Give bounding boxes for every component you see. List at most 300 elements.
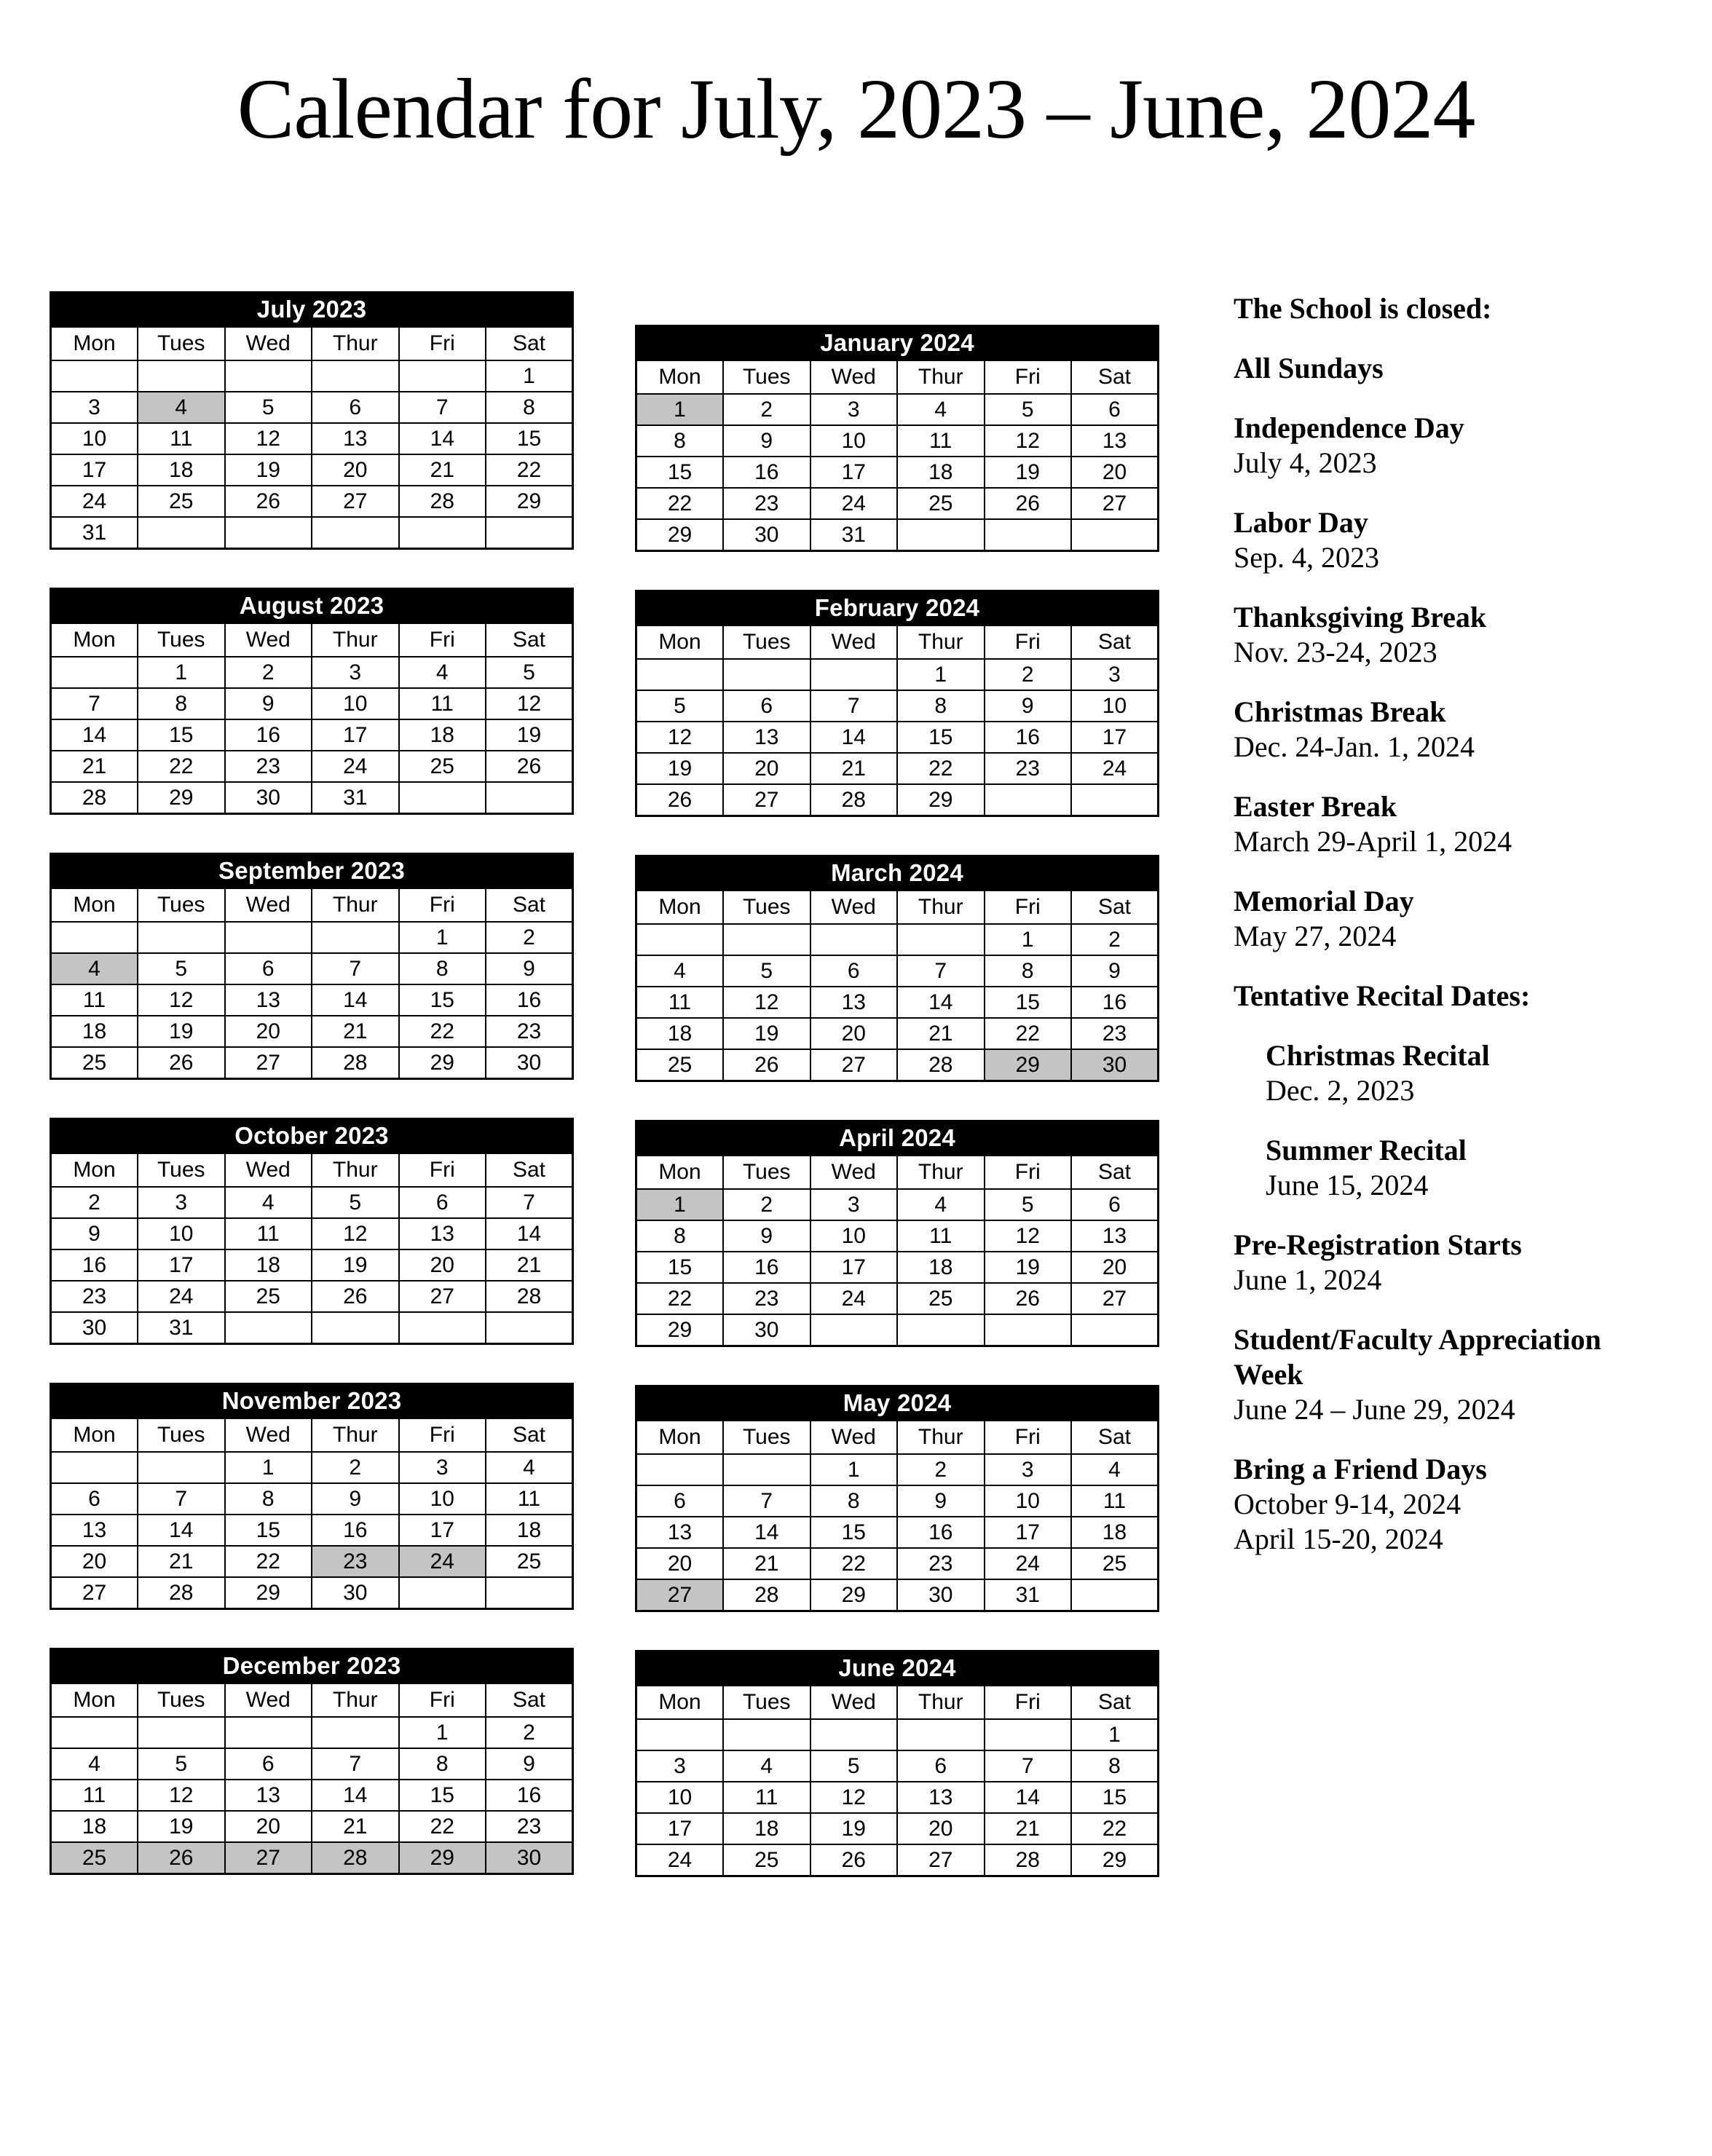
day-cell[interactable]: 10 (312, 688, 399, 719)
day-cell[interactable]: 27 (225, 1047, 312, 1079)
day-cell[interactable]: 7 (810, 690, 898, 722)
day-cell[interactable]: 17 (312, 719, 399, 751)
day-cell[interactable]: 19 (985, 457, 1072, 488)
day-cell[interactable]: 5 (138, 1748, 225, 1780)
day-cell[interactable]: 22 (486, 454, 573, 486)
day-cell[interactable]: 26 (636, 784, 724, 816)
day-cell[interactable]: 4 (486, 1452, 573, 1483)
day-cell[interactable]: 18 (51, 1016, 138, 1047)
day-cell[interactable]: 22 (810, 1548, 898, 1579)
day-cell[interactable]: 17 (1071, 722, 1159, 753)
day-cell[interactable]: 26 (312, 1281, 399, 1312)
day-cell[interactable]: 10 (1071, 690, 1159, 722)
day-cell[interactable]: 13 (51, 1515, 138, 1546)
day-cell[interactable]: 22 (399, 1811, 486, 1842)
day-cell[interactable]: 18 (225, 1249, 312, 1281)
day-cell[interactable]: 7 (312, 953, 399, 984)
day-cell[interactable]: 16 (897, 1517, 985, 1548)
day-cell[interactable]: 25 (138, 486, 225, 517)
day-cell[interactable]: 6 (1071, 1189, 1159, 1220)
day-cell[interactable]: 18 (51, 1811, 138, 1842)
day-cell[interactable]: 28 (897, 1049, 985, 1081)
day-cell[interactable]: 9 (897, 1485, 985, 1517)
day-cell[interactable]: 21 (985, 1813, 1072, 1844)
day-cell[interactable]: 8 (897, 690, 985, 722)
day-cell[interactable]: 21 (51, 751, 138, 782)
day-cell[interactable]: 25 (897, 488, 985, 519)
day-cell[interactable]: 6 (897, 1750, 985, 1782)
day-cell[interactable]: 29 (138, 782, 225, 814)
day-cell[interactable]: 9 (985, 690, 1072, 722)
day-cell[interactable]: 17 (399, 1515, 486, 1546)
day-cell[interactable]: 2 (51, 1187, 138, 1218)
day-cell[interactable]: 3 (138, 1187, 225, 1218)
day-cell[interactable]: 30 (723, 1314, 810, 1346)
day-cell[interactable]: 16 (723, 457, 810, 488)
day-cell[interactable]: 28 (810, 784, 898, 816)
day-cell[interactable]: 24 (985, 1548, 1072, 1579)
day-cell[interactable]: 23 (985, 753, 1072, 784)
day-cell[interactable]: 8 (486, 392, 573, 423)
day-cell[interactable]: 18 (486, 1515, 573, 1546)
day-cell[interactable]: 7 (486, 1187, 573, 1218)
day-cell[interactable]: 13 (225, 984, 312, 1016)
day-cell[interactable]: 2 (486, 922, 573, 953)
day-cell[interactable]: 5 (486, 657, 573, 688)
day-cell[interactable]: 1 (1071, 1719, 1159, 1750)
day-cell[interactable]: 4 (51, 1748, 138, 1780)
day-cell[interactable]: 1 (225, 1452, 312, 1483)
day-cell[interactable]: 15 (399, 1780, 486, 1811)
day-cell[interactable]: 15 (138, 719, 225, 751)
day-cell[interactable]: 15 (1071, 1782, 1159, 1813)
day-cell[interactable]: 8 (225, 1483, 312, 1515)
day-cell[interactable]: 8 (636, 1220, 724, 1252)
day-cell[interactable]: 8 (810, 1485, 898, 1517)
day-cell[interactable]: 1 (399, 922, 486, 953)
day-cell[interactable]: 23 (723, 1283, 810, 1314)
day-cell[interactable]: 5 (225, 392, 312, 423)
day-cell[interactable]: 10 (810, 1220, 898, 1252)
day-cell[interactable]: 24 (51, 486, 138, 517)
day-cell[interactable]: 17 (636, 1813, 724, 1844)
day-cell[interactable]: 22 (636, 1283, 724, 1314)
day-cell[interactable]: 4 (897, 394, 985, 425)
day-cell[interactable]: 26 (810, 1844, 898, 1876)
day-cell[interactable]: 21 (810, 753, 898, 784)
day-cell[interactable]: 20 (810, 1018, 898, 1049)
day-cell[interactable]: 18 (1071, 1517, 1159, 1548)
day-cell[interactable]: 20 (1071, 457, 1159, 488)
day-cell[interactable]: 19 (225, 454, 312, 486)
day-cell[interactable]: 22 (897, 753, 985, 784)
day-cell[interactable]: 15 (225, 1515, 312, 1546)
day-cell[interactable]: 24 (399, 1546, 486, 1577)
day-cell[interactable]: 20 (723, 753, 810, 784)
day-cell[interactable]: 29 (486, 486, 573, 517)
day-cell[interactable]: 6 (399, 1187, 486, 1218)
day-cell[interactable]: 3 (312, 657, 399, 688)
day-cell[interactable]: 20 (399, 1249, 486, 1281)
day-cell[interactable]: 15 (636, 1252, 724, 1283)
day-cell[interactable]: 24 (636, 1844, 724, 1876)
day-cell[interactable]: 7 (312, 1748, 399, 1780)
day-cell[interactable]: 27 (723, 784, 810, 816)
day-cell[interactable]: 14 (723, 1517, 810, 1548)
day-cell[interactable]: 20 (312, 454, 399, 486)
day-cell[interactable]: 9 (1071, 955, 1159, 987)
day-cell[interactable]: 24 (1071, 753, 1159, 784)
day-cell[interactable]: 21 (399, 454, 486, 486)
day-cell[interactable]: 11 (399, 688, 486, 719)
day-cell[interactable]: 17 (51, 454, 138, 486)
day-cell[interactable]: 16 (723, 1252, 810, 1283)
day-cell[interactable]: 20 (897, 1813, 985, 1844)
day-cell[interactable]: 22 (985, 1018, 1072, 1049)
day-cell[interactable]: 10 (810, 425, 898, 457)
day-cell[interactable]: 28 (486, 1281, 573, 1312)
day-cell[interactable]: 11 (51, 984, 138, 1016)
day-cell[interactable]: 1 (138, 657, 225, 688)
day-cell[interactable]: 1 (985, 924, 1072, 955)
day-cell[interactable]: 25 (399, 751, 486, 782)
day-cell[interactable]: 28 (312, 1842, 399, 1874)
day-cell[interactable]: 8 (1071, 1750, 1159, 1782)
day-cell[interactable]: 22 (225, 1546, 312, 1577)
day-cell[interactable]: 17 (138, 1249, 225, 1281)
day-cell[interactable]: 5 (138, 953, 225, 984)
day-cell[interactable]: 14 (138, 1515, 225, 1546)
day-cell[interactable]: 5 (985, 394, 1072, 425)
day-cell[interactable]: 12 (138, 1780, 225, 1811)
day-cell[interactable]: 2 (225, 657, 312, 688)
day-cell[interactable]: 24 (312, 751, 399, 782)
day-cell[interactable]: 15 (486, 423, 573, 454)
day-cell[interactable]: 19 (985, 1252, 1072, 1283)
day-cell[interactable]: 27 (897, 1844, 985, 1876)
day-cell[interactable]: 25 (51, 1842, 138, 1874)
day-cell[interactable]: 12 (138, 984, 225, 1016)
day-cell[interactable]: 13 (312, 423, 399, 454)
day-cell[interactable]: 11 (486, 1483, 573, 1515)
day-cell[interactable]: 4 (1071, 1454, 1159, 1485)
day-cell[interactable]: 14 (312, 984, 399, 1016)
day-cell[interactable]: 7 (138, 1483, 225, 1515)
day-cell[interactable]: 23 (486, 1811, 573, 1842)
day-cell[interactable]: 13 (810, 987, 898, 1018)
day-cell[interactable]: 21 (486, 1249, 573, 1281)
day-cell[interactable]: 19 (138, 1811, 225, 1842)
day-cell[interactable]: 4 (897, 1189, 985, 1220)
day-cell[interactable]: 6 (312, 392, 399, 423)
day-cell[interactable]: 1 (486, 360, 573, 392)
day-cell[interactable]: 8 (138, 688, 225, 719)
day-cell[interactable]: 13 (225, 1780, 312, 1811)
day-cell[interactable]: 11 (51, 1780, 138, 1811)
day-cell[interactable]: 20 (225, 1016, 312, 1047)
day-cell[interactable]: 8 (985, 955, 1072, 987)
day-cell[interactable]: 13 (636, 1517, 724, 1548)
day-cell[interactable]: 2 (486, 1717, 573, 1748)
day-cell[interactable]: 21 (897, 1018, 985, 1049)
day-cell[interactable]: 14 (51, 719, 138, 751)
day-cell[interactable]: 30 (312, 1577, 399, 1609)
day-cell[interactable]: 5 (810, 1750, 898, 1782)
day-cell[interactable]: 26 (723, 1049, 810, 1081)
day-cell[interactable]: 12 (810, 1782, 898, 1813)
day-cell[interactable]: 30 (1071, 1049, 1159, 1081)
day-cell[interactable]: 6 (225, 1748, 312, 1780)
day-cell[interactable]: 5 (312, 1187, 399, 1218)
day-cell[interactable]: 25 (897, 1283, 985, 1314)
day-cell[interactable]: 26 (985, 488, 1072, 519)
day-cell[interactable]: 2 (897, 1454, 985, 1485)
day-cell[interactable]: 3 (51, 392, 138, 423)
day-cell[interactable]: 11 (897, 1220, 985, 1252)
day-cell[interactable]: 15 (897, 722, 985, 753)
day-cell[interactable]: 2 (1071, 924, 1159, 955)
day-cell[interactable]: 1 (399, 1717, 486, 1748)
day-cell[interactable]: 30 (897, 1579, 985, 1611)
day-cell[interactable]: 26 (225, 486, 312, 517)
day-cell[interactable]: 1 (636, 1189, 724, 1220)
day-cell[interactable]: 23 (897, 1548, 985, 1579)
day-cell[interactable]: 30 (486, 1047, 573, 1079)
day-cell[interactable]: 18 (897, 1252, 985, 1283)
day-cell[interactable]: 26 (138, 1047, 225, 1079)
day-cell[interactable]: 9 (225, 688, 312, 719)
day-cell[interactable]: 23 (51, 1281, 138, 1312)
day-cell[interactable]: 7 (51, 688, 138, 719)
day-cell[interactable]: 16 (486, 1780, 573, 1811)
day-cell[interactable]: 2 (312, 1452, 399, 1483)
day-cell[interactable]: 23 (723, 488, 810, 519)
day-cell[interactable]: 24 (810, 1283, 898, 1314)
day-cell[interactable]: 2 (985, 659, 1072, 690)
day-cell[interactable]: 23 (486, 1016, 573, 1047)
day-cell[interactable]: 4 (138, 392, 225, 423)
day-cell[interactable]: 4 (636, 955, 724, 987)
day-cell[interactable]: 15 (810, 1517, 898, 1548)
day-cell[interactable]: 6 (810, 955, 898, 987)
day-cell[interactable]: 9 (486, 1748, 573, 1780)
day-cell[interactable]: 13 (1071, 425, 1159, 457)
day-cell[interactable]: 18 (399, 719, 486, 751)
day-cell[interactable]: 29 (636, 1314, 724, 1346)
day-cell[interactable]: 4 (51, 953, 138, 984)
day-cell[interactable]: 13 (1071, 1220, 1159, 1252)
day-cell[interactable]: 13 (723, 722, 810, 753)
day-cell[interactable]: 17 (985, 1517, 1072, 1548)
day-cell[interactable]: 28 (51, 782, 138, 814)
day-cell[interactable]: 11 (138, 423, 225, 454)
day-cell[interactable]: 11 (723, 1782, 810, 1813)
day-cell[interactable]: 26 (138, 1842, 225, 1874)
day-cell[interactable]: 20 (51, 1546, 138, 1577)
day-cell[interactable]: 16 (1071, 987, 1159, 1018)
day-cell[interactable]: 7 (897, 955, 985, 987)
day-cell[interactable]: 29 (399, 1047, 486, 1079)
day-cell[interactable]: 13 (897, 1782, 985, 1813)
day-cell[interactable]: 31 (810, 519, 898, 551)
day-cell[interactable]: 20 (636, 1548, 724, 1579)
day-cell[interactable]: 30 (486, 1842, 573, 1874)
day-cell[interactable]: 24 (138, 1281, 225, 1312)
day-cell[interactable]: 6 (636, 1485, 724, 1517)
day-cell[interactable]: 15 (636, 457, 724, 488)
day-cell[interactable]: 19 (138, 1016, 225, 1047)
day-cell[interactable]: 24 (810, 488, 898, 519)
day-cell[interactable]: 20 (1071, 1252, 1159, 1283)
day-cell[interactable]: 12 (636, 722, 724, 753)
day-cell[interactable]: 29 (636, 519, 724, 551)
day-cell[interactable]: 8 (399, 953, 486, 984)
day-cell[interactable]: 9 (312, 1483, 399, 1515)
day-cell[interactable]: 31 (138, 1312, 225, 1344)
day-cell[interactable]: 4 (723, 1750, 810, 1782)
day-cell[interactable]: 11 (1071, 1485, 1159, 1517)
day-cell[interactable]: 15 (985, 987, 1072, 1018)
day-cell[interactable]: 27 (399, 1281, 486, 1312)
day-cell[interactable]: 21 (312, 1016, 399, 1047)
day-cell[interactable]: 26 (486, 751, 573, 782)
day-cell[interactable]: 27 (1071, 1283, 1159, 1314)
day-cell[interactable]: 30 (723, 519, 810, 551)
day-cell[interactable]: 28 (723, 1579, 810, 1611)
day-cell[interactable]: 4 (399, 657, 486, 688)
day-cell[interactable]: 19 (486, 719, 573, 751)
day-cell[interactable]: 2 (723, 1189, 810, 1220)
day-cell[interactable]: 30 (51, 1312, 138, 1344)
day-cell[interactable]: 31 (51, 517, 138, 549)
day-cell[interactable]: 10 (399, 1483, 486, 1515)
day-cell[interactable]: 21 (723, 1548, 810, 1579)
day-cell[interactable]: 31 (312, 782, 399, 814)
day-cell[interactable]: 18 (897, 457, 985, 488)
day-cell[interactable]: 7 (723, 1485, 810, 1517)
day-cell[interactable]: 10 (636, 1782, 724, 1813)
day-cell[interactable]: 27 (51, 1577, 138, 1609)
day-cell[interactable]: 29 (985, 1049, 1072, 1081)
day-cell[interactable]: 25 (486, 1546, 573, 1577)
day-cell[interactable]: 23 (225, 751, 312, 782)
day-cell[interactable]: 31 (985, 1579, 1072, 1611)
day-cell[interactable]: 1 (636, 394, 724, 425)
day-cell[interactable]: 12 (225, 423, 312, 454)
day-cell[interactable]: 29 (810, 1579, 898, 1611)
day-cell[interactable]: 14 (985, 1782, 1072, 1813)
day-cell[interactable]: 14 (312, 1780, 399, 1811)
day-cell[interactable]: 19 (636, 753, 724, 784)
day-cell[interactable]: 5 (985, 1189, 1072, 1220)
day-cell[interactable]: 9 (51, 1218, 138, 1249)
day-cell[interactable]: 12 (312, 1218, 399, 1249)
day-cell[interactable]: 11 (897, 425, 985, 457)
day-cell[interactable]: 25 (1071, 1548, 1159, 1579)
day-cell[interactable]: 16 (225, 719, 312, 751)
day-cell[interactable]: 30 (225, 782, 312, 814)
day-cell[interactable]: 23 (1071, 1018, 1159, 1049)
day-cell[interactable]: 3 (810, 394, 898, 425)
day-cell[interactable]: 28 (312, 1047, 399, 1079)
day-cell[interactable]: 1 (897, 659, 985, 690)
day-cell[interactable]: 27 (810, 1049, 898, 1081)
day-cell[interactable]: 23 (312, 1546, 399, 1577)
day-cell[interactable]: 18 (723, 1813, 810, 1844)
day-cell[interactable]: 15 (399, 984, 486, 1016)
day-cell[interactable]: 8 (399, 1748, 486, 1780)
day-cell[interactable]: 17 (810, 1252, 898, 1283)
day-cell[interactable]: 1 (810, 1454, 898, 1485)
day-cell[interactable]: 29 (399, 1842, 486, 1874)
day-cell[interactable]: 14 (399, 423, 486, 454)
day-cell[interactable]: 27 (225, 1842, 312, 1874)
day-cell[interactable]: 22 (1071, 1813, 1159, 1844)
day-cell[interactable]: 11 (225, 1218, 312, 1249)
day-cell[interactable]: 10 (138, 1218, 225, 1249)
day-cell[interactable]: 9 (486, 953, 573, 984)
day-cell[interactable]: 22 (138, 751, 225, 782)
day-cell[interactable]: 12 (486, 688, 573, 719)
day-cell[interactable]: 25 (636, 1049, 724, 1081)
day-cell[interactable]: 25 (51, 1047, 138, 1079)
day-cell[interactable]: 27 (1071, 488, 1159, 519)
day-cell[interactable]: 12 (985, 425, 1072, 457)
day-cell[interactable]: 29 (225, 1577, 312, 1609)
day-cell[interactable]: 18 (636, 1018, 724, 1049)
day-cell[interactable]: 20 (225, 1811, 312, 1842)
day-cell[interactable]: 26 (985, 1283, 1072, 1314)
day-cell[interactable]: 16 (985, 722, 1072, 753)
day-cell[interactable]: 14 (486, 1218, 573, 1249)
day-cell[interactable]: 12 (723, 987, 810, 1018)
day-cell[interactable]: 7 (985, 1750, 1072, 1782)
day-cell[interactable]: 21 (138, 1546, 225, 1577)
day-cell[interactable]: 9 (723, 425, 810, 457)
day-cell[interactable]: 21 (312, 1811, 399, 1842)
day-cell[interactable]: 28 (138, 1577, 225, 1609)
day-cell[interactable]: 22 (636, 488, 724, 519)
day-cell[interactable]: 19 (810, 1813, 898, 1844)
day-cell[interactable]: 29 (897, 784, 985, 816)
day-cell[interactable]: 6 (225, 953, 312, 984)
day-cell[interactable]: 3 (636, 1750, 724, 1782)
day-cell[interactable]: 14 (897, 987, 985, 1018)
day-cell[interactable]: 25 (723, 1844, 810, 1876)
day-cell[interactable]: 5 (636, 690, 724, 722)
day-cell[interactable]: 4 (225, 1187, 312, 1218)
day-cell[interactable]: 10 (51, 423, 138, 454)
day-cell[interactable]: 8 (636, 425, 724, 457)
day-cell[interactable]: 3 (985, 1454, 1072, 1485)
day-cell[interactable]: 16 (312, 1515, 399, 1546)
day-cell[interactable]: 16 (486, 984, 573, 1016)
day-cell[interactable]: 12 (985, 1220, 1072, 1252)
day-cell[interactable]: 3 (399, 1452, 486, 1483)
day-cell[interactable]: 10 (985, 1485, 1072, 1517)
day-cell[interactable]: 17 (810, 457, 898, 488)
day-cell[interactable]: 28 (985, 1844, 1072, 1876)
day-cell[interactable]: 22 (399, 1016, 486, 1047)
day-cell[interactable]: 18 (138, 454, 225, 486)
day-cell[interactable]: 7 (399, 392, 486, 423)
day-cell[interactable]: 27 (312, 486, 399, 517)
day-cell[interactable]: 29 (1071, 1844, 1159, 1876)
day-cell[interactable]: 5 (723, 955, 810, 987)
day-cell[interactable]: 9 (723, 1220, 810, 1252)
day-cell[interactable]: 6 (723, 690, 810, 722)
day-cell[interactable]: 6 (1071, 394, 1159, 425)
